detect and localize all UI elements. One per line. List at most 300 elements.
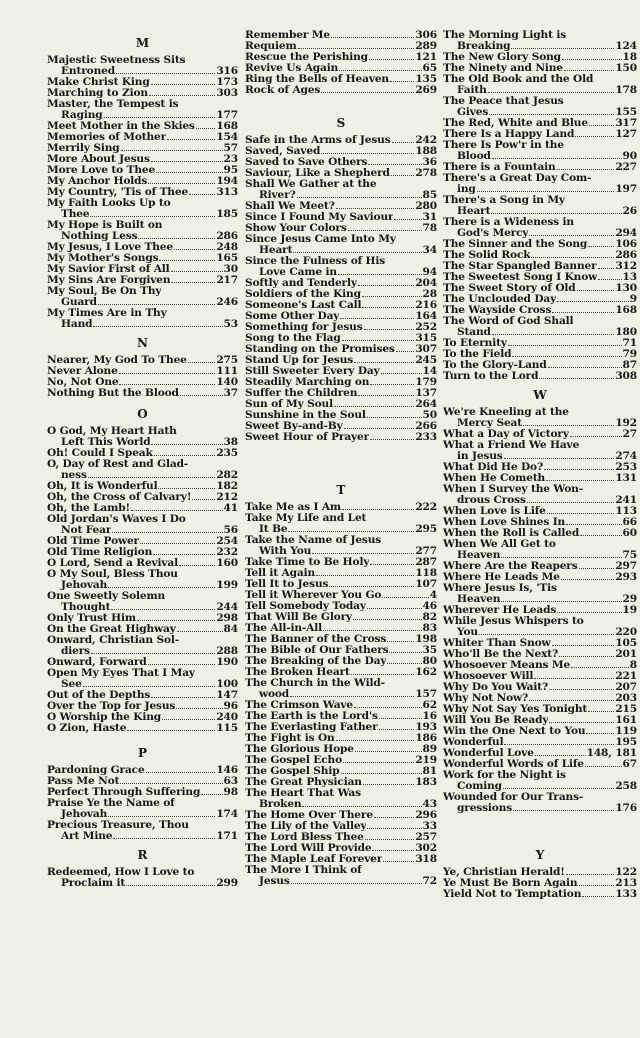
page-number: 106 <box>615 239 637 250</box>
index-entry <box>47 426 238 448</box>
hymn-title-line: The Sweet Story of Old <box>443 283 576 294</box>
dot-leader <box>392 142 415 143</box>
page-number: 199 <box>216 579 238 591</box>
hymn-title-line: Out of the Depths <box>47 690 151 701</box>
hymn-title-line: More Love to Thee <box>47 165 156 176</box>
dot-leader <box>387 641 414 642</box>
hymn-title-line: One Sweetly Solemn <box>47 591 166 602</box>
hymn-title-line: My Faith Looks Up to <box>47 198 171 209</box>
page-number: 233 <box>415 432 437 443</box>
dot-leader <box>321 92 414 93</box>
index-entry <box>443 770 637 792</box>
dot-leader <box>501 557 621 558</box>
hymn-title-line: The Gospel Echo <box>245 755 342 766</box>
hymn-title-line: The Morning Light is <box>443 30 567 41</box>
hymn-title-line: Love Came in <box>259 267 337 278</box>
hymn-title-line: Requiem <box>245 41 297 52</box>
hymn-title-line: Shall We Gather at the <box>245 179 377 190</box>
index-entry <box>443 63 637 74</box>
index-entry <box>443 283 637 294</box>
dot-leader <box>391 175 415 176</box>
index-entry <box>47 514 238 536</box>
dot-leader <box>121 150 223 151</box>
page-number: 173 <box>216 77 238 88</box>
hymn-title-line: Faith <box>457 85 487 96</box>
index-entry <box>245 41 437 52</box>
hymn-title-line: More About Jesus <box>47 154 150 165</box>
index-entry <box>47 187 238 198</box>
dot-leader <box>354 707 422 708</box>
index-entry <box>245 535 437 557</box>
dot-leader <box>180 395 223 396</box>
dot-leader <box>156 172 222 173</box>
page-number: 278 <box>415 168 437 179</box>
index-entry <box>245 157 437 168</box>
index-entry <box>245 421 437 432</box>
index-entry <box>245 322 437 333</box>
hymn-title-line: Ye Must Be Born Again <box>443 878 578 889</box>
hymn-title-line: Revive Us Again <box>245 63 339 74</box>
dot-leader <box>534 678 614 679</box>
page-number: 219 <box>415 755 437 766</box>
section-letter: Y <box>535 848 545 862</box>
dot-leader <box>358 285 414 286</box>
index-entry <box>47 132 238 143</box>
hymn-title-line: My Soul, Be On Thy <box>47 286 162 297</box>
dot-leader <box>162 719 215 720</box>
page-number: 43 <box>422 798 437 810</box>
hymn-title-line: There is a Wideness in <box>443 217 574 228</box>
index-entry <box>443 272 637 283</box>
hymn-title-line: The All-in-All <box>245 623 322 634</box>
index-entry <box>47 867 238 889</box>
index-entry <box>245 223 437 234</box>
index-entry <box>245 656 437 667</box>
hymn-title-line: Something for Jesus <box>245 322 363 333</box>
index-entry <box>443 748 637 759</box>
dot-leader <box>367 608 422 609</box>
dot-leader <box>336 740 415 741</box>
index-entry <box>443 239 637 250</box>
hymn-title-line: Heaven <box>457 550 501 561</box>
hymn-title-line: When I Survey the Won- <box>443 484 583 495</box>
hymn-title-line: Blood <box>457 151 491 162</box>
page-number: 302 <box>415 843 437 854</box>
page-number: 182 <box>216 481 238 492</box>
hymn-title-line: Where Jesus Is, 'Tis <box>443 583 557 594</box>
index-entry <box>245 212 437 223</box>
page-number: 56 <box>223 524 238 536</box>
hymn-title-line: With You <box>259 546 312 557</box>
hymn-title-line: Oh, the Cross of Calvary! <box>47 492 192 503</box>
index-section <box>47 336 238 399</box>
dot-leader <box>531 257 614 258</box>
index-entry <box>443 539 637 561</box>
dot-leader <box>120 783 222 784</box>
index-entry <box>443 616 637 638</box>
hymn-title-line: in Jesus <box>457 451 503 462</box>
index-entry <box>443 506 637 517</box>
index-entry <box>245 432 437 443</box>
hymn-title-line: Not Fear <box>61 525 112 536</box>
index-entry <box>443 294 637 305</box>
dot-leader <box>91 653 215 654</box>
index-entry <box>443 349 637 360</box>
hymn-title-line: There Is a Happy Land <box>443 129 575 140</box>
hymn-title-line: Wonderful <box>443 737 504 748</box>
dot-leader <box>288 531 414 532</box>
page-number: 133 <box>615 889 637 900</box>
hymn-title-line: The Broken Heart <box>245 667 350 678</box>
page-number: 107 <box>415 579 437 590</box>
index-entry <box>47 820 238 842</box>
dot-leader <box>529 700 614 701</box>
hymn-title-line: The Lord Will Provide <box>245 843 372 854</box>
hymn-title-line: The Great Physician <box>245 777 362 788</box>
dot-leader <box>552 645 615 646</box>
page-number: 215 <box>615 704 637 715</box>
index-entry <box>443 682 637 693</box>
index-entry <box>245 234 437 256</box>
dot-leader <box>176 708 222 709</box>
page-number: 130 <box>615 283 637 294</box>
hymn-title-line: Remember Me <box>245 30 330 41</box>
dot-leader <box>589 125 614 126</box>
dot-leader <box>148 664 216 665</box>
index-entry <box>245 612 437 623</box>
index-entry <box>47 77 238 88</box>
hymn-title-line: The Bible of Our Fathers <box>245 645 389 656</box>
dot-leader <box>365 839 415 840</box>
page-number: 194 <box>216 176 238 187</box>
page-number: 248 <box>216 242 238 253</box>
index-entry <box>245 788 437 810</box>
index-entry <box>443 30 637 52</box>
index-entry <box>245 667 437 678</box>
hymn-title-line: What a Day of Victory <box>443 429 569 440</box>
index-entry <box>47 377 238 388</box>
dot-leader <box>382 597 428 598</box>
hymn-title-line: Oh, the Lamb! <box>47 503 130 514</box>
page-number: 18 <box>622 52 637 63</box>
page-number: 60 <box>622 528 637 539</box>
dot-leader <box>329 586 414 587</box>
hymn-title-line: Nearer, My God To Thee <box>47 355 187 366</box>
hymn-title-line: Broken <box>259 799 302 810</box>
index-entry <box>443 74 637 96</box>
dot-leader <box>298 48 415 49</box>
hymn-title-line: Saviour, Like a Shepherd <box>245 168 390 179</box>
page-number: 95 <box>223 165 238 176</box>
page-number: 216 <box>415 300 437 311</box>
hymn-title-line: Precious Treasure, Thou <box>47 820 189 831</box>
dot-leader <box>512 356 621 357</box>
page-number: 269 <box>415 85 437 96</box>
page-number: 176 <box>615 802 637 814</box>
dot-leader <box>83 686 216 687</box>
dot-leader <box>362 307 414 308</box>
dot-leader <box>579 568 615 569</box>
index-entry <box>245 146 437 157</box>
page-number: 177 <box>216 109 238 121</box>
page-number: 16 <box>422 711 437 722</box>
section-letter: N <box>137 336 148 350</box>
page-number: 148, 181 <box>586 748 637 759</box>
hymn-title-line: Tell It to Jesus <box>245 579 329 590</box>
hymn-title-line: Since I Found My Saviour <box>245 212 394 223</box>
index-entry <box>245 30 437 41</box>
hymn-title-line: While Jesus Whispers to <box>443 616 584 627</box>
index-entry <box>245 832 437 843</box>
hymn-title-line: We're Kneeling at the <box>443 407 569 418</box>
hymn-title-line: When the Roll is Called <box>443 528 580 539</box>
page-number: 293 <box>615 572 637 583</box>
page-number: 280 <box>415 201 437 212</box>
hymn-title-line: Perfect Through Suffering <box>47 787 201 798</box>
index-entry <box>47 220 238 242</box>
dot-leader <box>477 191 615 192</box>
index-entry <box>47 99 238 121</box>
page-number: 157 <box>415 688 437 700</box>
page-number: 34 <box>422 244 437 256</box>
page-number: 122 <box>615 867 637 878</box>
index-entry <box>245 854 437 865</box>
index-entry <box>443 338 637 349</box>
dot-leader <box>381 373 422 374</box>
dot-leader <box>151 84 216 85</box>
hymn-title-line: Oh, It is Wonderful <box>47 481 158 492</box>
hymn-title-line: O, Day of Rest and Glad- <box>47 459 189 470</box>
dot-leader <box>561 579 615 580</box>
dot-leader <box>158 488 215 489</box>
hymn-title-line: Tell Somebody Today <box>245 601 366 612</box>
index-entry <box>443 407 637 429</box>
index-entry <box>443 371 637 382</box>
dot-leader <box>171 271 223 272</box>
page-number: 46 <box>422 601 437 612</box>
page-number: 79 <box>622 349 637 360</box>
hymn-title-line: Wherever He Leads <box>443 605 557 616</box>
dot-leader <box>566 874 615 875</box>
index-entry <box>443 649 637 660</box>
hymn-title-line: Marching to Zion <box>47 88 148 99</box>
hymn-title-line: Where Are the Reapers <box>443 561 578 572</box>
page-number: 127 <box>615 129 637 140</box>
index-entry <box>47 798 238 820</box>
dot-leader <box>503 788 614 789</box>
page-number: 213 <box>615 878 637 889</box>
hymn-title-line: The Church in the Wild- <box>245 678 385 689</box>
index-entry <box>443 726 637 737</box>
hymn-title-line: Work for the Night is <box>443 770 566 781</box>
hymn-title-line: You <box>457 627 478 638</box>
section-letter: S <box>336 116 346 130</box>
hymn-title-line: Thee <box>61 209 90 220</box>
index-entry <box>443 583 637 605</box>
page-number: 36 <box>422 157 437 168</box>
hymn-title-line: That Will Be Glory <box>245 612 353 623</box>
hymn-title-line: Why Not Say Yes Tonight <box>443 704 588 715</box>
dot-leader <box>557 169 615 170</box>
index-entry <box>245 843 437 854</box>
page-number: 27 <box>622 429 637 440</box>
index-entry <box>245 645 437 656</box>
dot-leader <box>126 885 215 886</box>
hymn-title-line: Master, the Tempest is <box>47 99 179 110</box>
index-section <box>443 30 637 382</box>
page-number: 180 <box>615 326 637 338</box>
index-entry <box>245 63 437 74</box>
dot-leader <box>488 92 615 93</box>
index-entry <box>443 638 637 649</box>
index-entry <box>443 217 637 239</box>
hymn-title-line: Make Christ King <box>47 77 150 88</box>
page-number: 9 <box>629 294 637 305</box>
page-number: 241 <box>615 494 637 506</box>
index-entry <box>443 429 637 440</box>
index-entry <box>47 635 238 657</box>
index-entry <box>245 865 437 887</box>
index-entry <box>443 173 637 195</box>
dot-leader <box>192 499 215 500</box>
hymn-title-line: Stand Up for Jesus <box>245 355 354 366</box>
index-entry <box>245 623 437 634</box>
hymn-title-line: The Lily of the Valley <box>245 821 367 832</box>
hymn-title-line: O Worship the King <box>47 712 162 723</box>
page-number: 227 <box>615 162 637 173</box>
index-entry <box>245 344 437 355</box>
column-1 <box>47 30 238 889</box>
index-entry <box>47 613 238 624</box>
hymn-title-line: Whiter Than Snow <box>443 638 551 649</box>
index-entry <box>443 250 637 261</box>
index-entry <box>245 377 437 388</box>
hymn-title-line: O Zion, Haste <box>47 723 127 734</box>
page-number: 8 <box>629 660 637 671</box>
index-entry <box>47 264 238 275</box>
section-letter: P <box>137 746 148 760</box>
dot-leader <box>159 260 215 261</box>
hymn-title-line: The Ninety and Nine <box>443 63 563 74</box>
dot-leader <box>394 219 421 220</box>
hymn-title-line: There is a Fountain <box>443 162 556 173</box>
index-entry <box>47 198 238 220</box>
index-entry <box>245 733 437 744</box>
section-letter: T <box>336 483 346 497</box>
hymn-title-line: Yield Not to Temptation <box>443 889 582 900</box>
index-entry <box>245 168 437 179</box>
page-number: 277 <box>415 545 437 557</box>
dot-leader <box>355 751 422 752</box>
page-number: 100 <box>216 678 238 690</box>
index-entry <box>443 528 637 539</box>
index-entry <box>47 569 238 591</box>
page-number: 65 <box>422 63 437 74</box>
dot-leader <box>131 510 223 511</box>
dot-leader <box>93 326 222 327</box>
dot-leader <box>116 73 215 74</box>
page-number: 203 <box>615 693 637 704</box>
hymn-title-line: Song to the Flag <box>245 333 341 344</box>
dot-leader <box>297 197 422 198</box>
page-number: 295 <box>415 523 437 535</box>
page-number: 160 <box>216 558 238 569</box>
page-number: 23 <box>223 154 238 165</box>
dot-leader <box>316 575 414 576</box>
hymn-title-line: The Sweetest Song I Know <box>443 272 598 283</box>
dot-leader <box>379 729 415 730</box>
index-entry <box>443 715 637 726</box>
dot-leader <box>290 696 414 697</box>
index-entry <box>47 657 238 668</box>
hymn-title-line: Where He Leads Me <box>443 572 560 583</box>
hymn-title-line: There's a Song in My <box>443 195 565 206</box>
dot-leader <box>598 279 621 280</box>
dot-leader <box>367 417 422 418</box>
hymn-title-line: Breaking <box>457 41 511 52</box>
hymn-title-line: My Sins Are Forgiven <box>47 275 171 286</box>
hymn-title-line: Old Jordan's Waves I Do <box>47 514 186 525</box>
page-number: 13 <box>622 272 637 283</box>
dot-leader <box>151 697 215 698</box>
page-number: 252 <box>415 322 437 333</box>
hymn-title-line: Nothing But the Blood <box>47 388 179 399</box>
hymn-title-line: O My Soul, Bless Thou <box>47 569 178 580</box>
page-number: 118 <box>415 568 437 579</box>
index-entry <box>245 135 437 146</box>
hymn-title-line: The Sinner and the Song <box>443 239 588 250</box>
dot-leader <box>174 249 215 250</box>
dot-leader <box>343 762 414 763</box>
dot-leader <box>348 230 422 231</box>
index-section <box>47 848 238 889</box>
dot-leader <box>108 816 215 817</box>
index-entry <box>47 121 238 132</box>
dot-leader <box>111 609 215 610</box>
hymn-title-line: Entroned <box>61 66 115 77</box>
page-number: 174 <box>216 808 238 820</box>
page-number: 81 <box>422 766 437 777</box>
hymn-title-line: When Love Shines In <box>443 517 566 528</box>
index-entry <box>443 195 637 217</box>
index-entry <box>47 308 238 330</box>
page-number: 119 <box>615 726 637 737</box>
hymn-title-line: Redeemed, How I Love to <box>47 867 195 878</box>
hymn-title-line: Old Time Power <box>47 536 139 547</box>
hymn-title-line: Ye, Christian Herald! <box>443 867 565 878</box>
hymn-title-line: Still Sweeter Every Day <box>245 366 380 377</box>
index-entry <box>245 74 437 85</box>
hymn-title-line: The Home Over There <box>245 810 373 821</box>
page-number: 161 <box>615 715 637 726</box>
index-entry <box>47 286 238 308</box>
page-number: 105 <box>615 638 637 649</box>
page-number: 14 <box>422 366 437 377</box>
hymn-title-line: Hand <box>61 319 93 330</box>
dot-leader <box>396 351 415 352</box>
page-number: 80 <box>422 656 437 667</box>
index-entry <box>245 744 437 755</box>
index-section <box>245 116 437 443</box>
index-entry <box>443 305 637 316</box>
hymn-title-line: Old Time Religion <box>47 547 153 558</box>
page-number: 286 <box>615 250 637 261</box>
hymn-title-line: Jehovah <box>61 809 108 820</box>
page-number: 296 <box>415 810 437 821</box>
hymn-title-line: ness <box>61 470 87 481</box>
dot-leader <box>354 362 414 363</box>
page-number: 179 <box>415 377 437 388</box>
